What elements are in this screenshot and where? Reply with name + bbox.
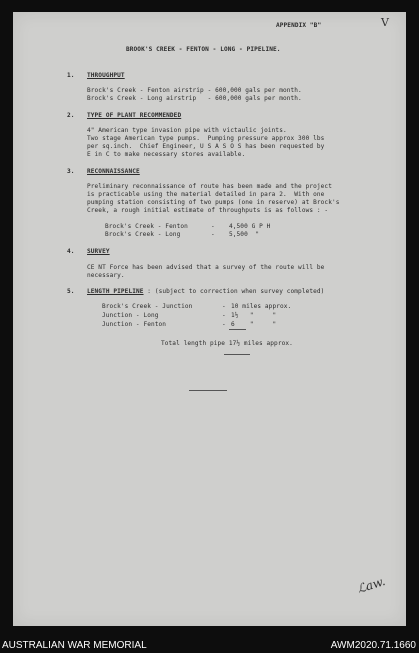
section-4-number: 4. bbox=[67, 248, 75, 255]
section-5-heading-line bbox=[87, 288, 324, 296]
section-2-line: E in C to make necessary stores available. bbox=[87, 151, 246, 158]
section-5-number: 5. bbox=[67, 288, 75, 295]
total-rule bbox=[224, 354, 250, 355]
throughput-value: 5,500 " bbox=[229, 231, 260, 238]
document-page bbox=[13, 12, 406, 626]
length-dash: - bbox=[222, 321, 226, 328]
length-route: Junction - Long bbox=[102, 312, 159, 319]
section-3-line: Creek, a rough initial estimate of throughputs is as follows : - bbox=[87, 207, 329, 214]
archive-footer bbox=[0, 636, 419, 653]
throughput-route: Brock's Creek - Long bbox=[105, 231, 181, 238]
end-rule bbox=[189, 390, 227, 391]
document-title: BROOK'S CREEK - FENTON - LONG - PIPELINE. bbox=[126, 46, 281, 53]
length-value: 1½ " " bbox=[231, 312, 277, 319]
length-value: 6 " " bbox=[231, 321, 277, 328]
section-3-line: is practicable using the material detailed in para 2. With one bbox=[87, 191, 325, 198]
archive-reference: AWM2020.71.1660 bbox=[330, 640, 416, 651]
section-2-heading: TYPE OF PLANT RECOMMENDED bbox=[87, 112, 182, 119]
appendix-label: APPENDIX "B" bbox=[276, 22, 322, 29]
throughput-dash: - bbox=[211, 231, 215, 238]
throughput-value: 4,500 G P H bbox=[229, 223, 271, 230]
length-route: Junction - Fenton bbox=[102, 321, 167, 328]
section-2-line: 4" American type invasion pipe with victaulic joints. bbox=[87, 127, 287, 134]
signature: ℒaw. bbox=[355, 573, 387, 597]
subtotal-rule bbox=[229, 329, 246, 330]
section-4-heading: SURVEY bbox=[87, 248, 110, 255]
section-1-heading: THROUGHPUT bbox=[87, 72, 125, 79]
throughput-dash: - bbox=[211, 223, 215, 230]
throughput-route: Brock's Creek - Fenton bbox=[105, 223, 188, 230]
section-4-line: necessary. bbox=[87, 272, 125, 279]
section-1-line: Brock's Creek - Long airstrip - 600,000 gals per month. bbox=[87, 95, 302, 102]
archive-name: AUSTRALIAN WAR MEMORIAL bbox=[2, 640, 147, 651]
section-3-number: 3. bbox=[67, 168, 75, 175]
section-2-line: per sq.inch. Chief Engineer, U S A S O S has been requested by bbox=[87, 143, 325, 150]
section-1-number: 1. bbox=[67, 72, 75, 79]
length-route: Brock's Creek - Junction bbox=[102, 303, 193, 310]
section-3-line: Preliminary reconnaissance of route has been made and the project bbox=[87, 183, 332, 190]
length-dash: - bbox=[222, 303, 226, 310]
length-dash: - bbox=[222, 312, 226, 319]
section-1-line: Brock's Creek - Fenton airstrip - 600,000 gals per month. bbox=[87, 87, 302, 94]
section-5-heading-suffix: : (subject to correction when survey completed) bbox=[143, 288, 325, 295]
section-3-heading: RECONNAISSANCE bbox=[87, 168, 140, 175]
total-length: Total length pipe 17½ miles approx. bbox=[161, 340, 293, 347]
section-2-number: 2. bbox=[67, 112, 75, 119]
handwritten-mark: V bbox=[381, 16, 389, 29]
length-value: 10 miles approx. bbox=[231, 303, 292, 310]
section-5-heading: LENGTH PIPELINE bbox=[87, 288, 144, 295]
section-3-line: pumping station consisting of two pumps (one in reserve) at Brock's bbox=[87, 199, 340, 206]
section-4-line: CE NT Force has been advised that a survey of the route will be bbox=[87, 264, 325, 271]
section-2-line: Two stage American type pumps. Pumping pressure approx 300 lbs bbox=[87, 135, 325, 142]
